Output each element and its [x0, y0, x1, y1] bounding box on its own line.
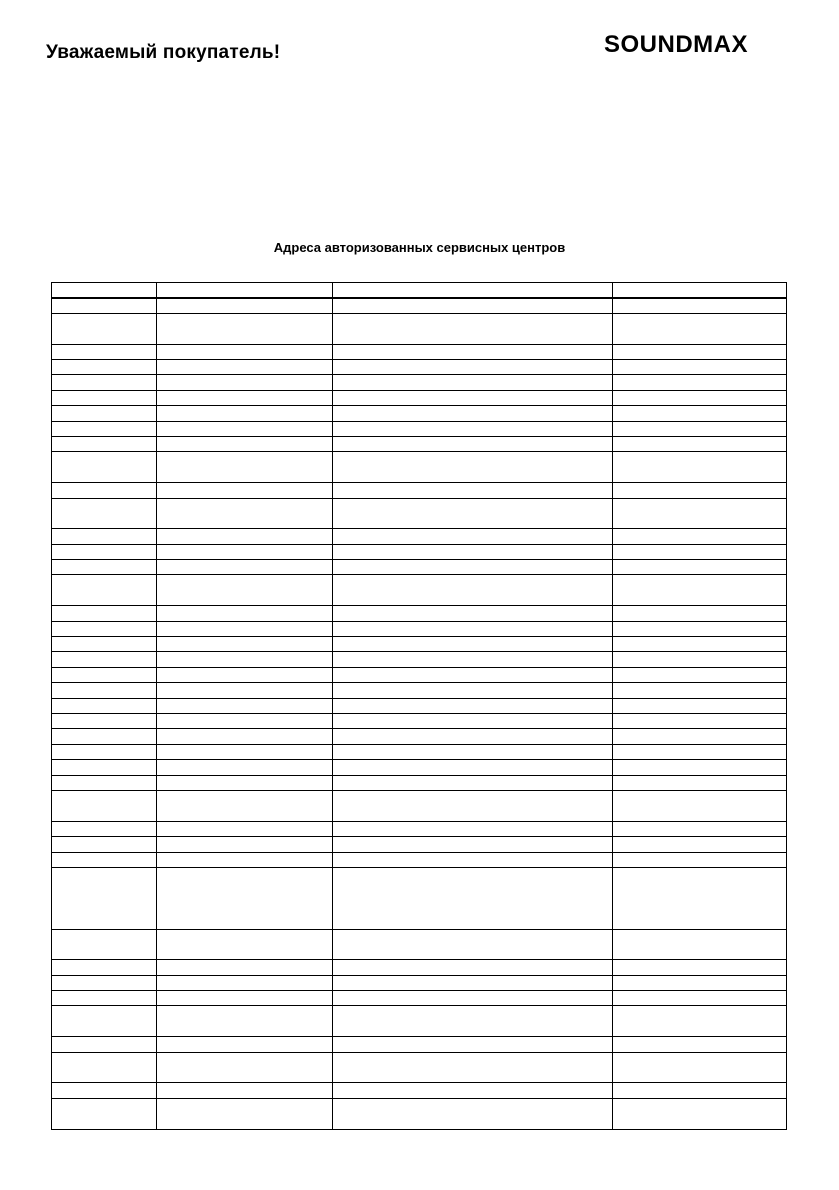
table-cell-city: [52, 729, 157, 744]
table-row: [52, 606, 787, 621]
table-cell-city: [52, 637, 157, 652]
table-cell-city: [52, 991, 157, 1006]
table-cell-phone: [613, 483, 787, 498]
table-cell-phone: [613, 975, 787, 990]
table-cell-organization: [157, 452, 333, 483]
table-cell-address: [333, 529, 613, 544]
table-cell-phone: [613, 452, 787, 483]
table-cell-address: [333, 714, 613, 729]
table-row: [52, 1037, 787, 1052]
table-cell-phone: [613, 775, 787, 790]
table-cell-address: [333, 729, 613, 744]
table-cell-organization: [157, 560, 333, 575]
table-row: [52, 667, 787, 682]
table-cell-phone: [613, 991, 787, 1006]
table-cell-phone: [613, 683, 787, 698]
table-cell-address: [333, 790, 613, 821]
table-cell-phone: [613, 1052, 787, 1083]
table-cell-organization: [157, 714, 333, 729]
table-cell-city: [52, 421, 157, 436]
table-cell-phone: [613, 421, 787, 436]
table-cell-phone: [613, 529, 787, 544]
table-cell-city: [52, 1006, 157, 1037]
table-cell-city: [52, 667, 157, 682]
table-cell-city: [52, 575, 157, 606]
table-cell-city: [52, 606, 157, 621]
table-cell-phone: [613, 929, 787, 960]
table-cell-address: [333, 960, 613, 975]
table-cell-phone: [613, 1098, 787, 1129]
table-cell-address: [333, 652, 613, 667]
table-row: [52, 975, 787, 990]
table-cell-address: [333, 436, 613, 451]
table-cell-address: [333, 975, 613, 990]
table-cell-phone: [613, 960, 787, 975]
table-cell-phone: [613, 867, 787, 929]
table-cell-phone: [613, 436, 787, 451]
table-cell-address: [333, 1006, 613, 1037]
table-cell-city: [52, 760, 157, 775]
table-cell-address: [333, 621, 613, 636]
table-cell-phone: [613, 406, 787, 421]
table-row: [52, 790, 787, 821]
table-row: [52, 1006, 787, 1037]
table-cell-phone: [613, 498, 787, 529]
table-cell-address: [333, 1083, 613, 1098]
table-cell-organization: [157, 406, 333, 421]
table-cell-phone: [613, 621, 787, 636]
table-row: [52, 991, 787, 1006]
table-cell-address: [333, 560, 613, 575]
table-cell-address: [333, 821, 613, 836]
table-cell-organization: [157, 1083, 333, 1098]
table-cell-city: [52, 544, 157, 559]
service-centers-table: [51, 282, 787, 1130]
table-cell-phone: [613, 760, 787, 775]
table-cell-address: [333, 421, 613, 436]
table-cell-phone: [613, 652, 787, 667]
table-cell-city: [52, 298, 157, 313]
table-cell-organization: [157, 606, 333, 621]
table-cell-address: [333, 283, 613, 298]
table-cell-organization: [157, 344, 333, 359]
table-cell-phone: [613, 606, 787, 621]
table-cell-phone: [613, 729, 787, 744]
table-cell-city: [52, 313, 157, 344]
table-cell-phone: [613, 298, 787, 313]
table-cell-organization: [157, 529, 333, 544]
table-row: [52, 390, 787, 405]
table-row: [52, 575, 787, 606]
table-cell-organization: [157, 652, 333, 667]
table-cell-organization: [157, 837, 333, 852]
table-cell-phone: [613, 714, 787, 729]
table-row: [52, 483, 787, 498]
table-cell-phone: [613, 790, 787, 821]
table-row: [52, 436, 787, 451]
table-cell-organization: [157, 683, 333, 698]
table-row: [52, 544, 787, 559]
table-cell-organization: [157, 298, 333, 313]
table-cell-city: [52, 483, 157, 498]
table-row: [52, 1052, 787, 1083]
table-cell-organization: [157, 1098, 333, 1129]
table-cell-phone: [613, 1006, 787, 1037]
table-cell-address: [333, 760, 613, 775]
table-cell-phone: [613, 344, 787, 359]
table-cell-organization: [157, 483, 333, 498]
table-row: [52, 683, 787, 698]
table-cell-city: [52, 283, 157, 298]
table-cell-address: [333, 1052, 613, 1083]
table-cell-city: [52, 344, 157, 359]
table-cell-organization: [157, 760, 333, 775]
table-cell-organization: [157, 1037, 333, 1052]
table-cell-organization: [157, 852, 333, 867]
table-cell-organization: [157, 960, 333, 975]
table-cell-organization: [157, 313, 333, 344]
table-row: [52, 652, 787, 667]
table-cell-city: [52, 960, 157, 975]
table-cell-address: [333, 483, 613, 498]
table-cell-city: [52, 1098, 157, 1129]
table-cell-phone: [613, 852, 787, 867]
table-cell-city: [52, 975, 157, 990]
table-cell-organization: [157, 729, 333, 744]
table-cell-organization: [157, 498, 333, 529]
table-row: [52, 298, 787, 313]
table-cell-address: [333, 313, 613, 344]
table-cell-city: [52, 683, 157, 698]
table-cell-phone: [613, 744, 787, 759]
table-cell-organization: [157, 283, 333, 298]
table-cell-city: [52, 852, 157, 867]
table-cell-organization: [157, 1006, 333, 1037]
table-cell-city: [52, 1083, 157, 1098]
table-cell-address: [333, 775, 613, 790]
table-cell-organization: [157, 1052, 333, 1083]
table-cell-phone: [613, 667, 787, 682]
table-row: [52, 621, 787, 636]
table-cell-city: [52, 867, 157, 929]
table-row: [52, 775, 787, 790]
table-row: [52, 821, 787, 836]
table-cell-phone: [613, 283, 787, 298]
table-cell-address: [333, 575, 613, 606]
table-cell-city: [52, 436, 157, 451]
table-row: [52, 560, 787, 575]
table-cell-city: [52, 375, 157, 390]
table-cell-city: [52, 775, 157, 790]
table-cell-organization: [157, 375, 333, 390]
table-cell-address: [333, 852, 613, 867]
table-cell-phone: [613, 1083, 787, 1098]
table-cell-city: [52, 790, 157, 821]
table-cell-address: [333, 498, 613, 529]
table-cell-phone: [613, 375, 787, 390]
table-cell-phone: [613, 560, 787, 575]
table-cell-city: [52, 406, 157, 421]
table-cell-address: [333, 452, 613, 483]
table-cell-organization: [157, 621, 333, 636]
table-cell-phone: [613, 837, 787, 852]
table-row: [52, 498, 787, 529]
table-cell-organization: [157, 975, 333, 990]
table-row: [52, 744, 787, 759]
table-cell-city: [52, 929, 157, 960]
greeting-heading: Уважаемый покупатель!: [46, 42, 281, 63]
table-cell-phone: [613, 1037, 787, 1052]
table-cell-organization: [157, 544, 333, 559]
table-cell-address: [333, 375, 613, 390]
table-cell-address: [333, 406, 613, 421]
table-cell-city: [52, 390, 157, 405]
table-row: [52, 729, 787, 744]
table-cell-city: [52, 837, 157, 852]
table-cell-phone: [613, 821, 787, 836]
table-cell-city: [52, 498, 157, 529]
table-row: [52, 960, 787, 975]
table-cell-organization: [157, 575, 333, 606]
table-row: [52, 929, 787, 960]
table-row: [52, 714, 787, 729]
table-row: [52, 421, 787, 436]
service-centers-title: Адреса авторизованных сервисных центров: [273, 240, 566, 255]
table-row: [52, 1098, 787, 1129]
table-cell-address: [333, 344, 613, 359]
table-cell-city: [52, 1037, 157, 1052]
table-cell-phone: [613, 575, 787, 606]
table-row: [52, 637, 787, 652]
table-row: [52, 313, 787, 344]
table-cell-address: [333, 698, 613, 713]
table-cell-address: [333, 929, 613, 960]
table-cell-city: [52, 698, 157, 713]
table-cell-organization: [157, 867, 333, 929]
table-cell-address: [333, 1037, 613, 1052]
table-cell-address: [333, 837, 613, 852]
table-cell-address: [333, 683, 613, 698]
table-cell-city: [52, 1052, 157, 1083]
table-cell-organization: [157, 698, 333, 713]
table-row: [52, 1083, 787, 1098]
table-cell-phone: [613, 544, 787, 559]
brand-logo: SOUNDMAX: [604, 31, 749, 58]
table-cell-phone: [613, 390, 787, 405]
table-cell-address: [333, 544, 613, 559]
table-cell-address: [333, 991, 613, 1006]
table-cell-organization: [157, 359, 333, 374]
table-cell-address: [333, 606, 613, 621]
table-row: [52, 344, 787, 359]
table-cell-organization: [157, 637, 333, 652]
table-cell-address: [333, 390, 613, 405]
table-cell-city: [52, 744, 157, 759]
table-cell-organization: [157, 790, 333, 821]
table-cell-address: [333, 1098, 613, 1129]
table-cell-address: [333, 667, 613, 682]
table-cell-address: [333, 359, 613, 374]
table-cell-organization: [157, 929, 333, 960]
table-row: [52, 359, 787, 374]
table-cell-city: [52, 821, 157, 836]
table-cell-phone: [613, 313, 787, 344]
table-row: [52, 760, 787, 775]
table-cell-address: [333, 637, 613, 652]
table-cell-organization: [157, 436, 333, 451]
table-cell-organization: [157, 667, 333, 682]
service-centers-table-body: [52, 283, 787, 1130]
table-cell-city: [52, 652, 157, 667]
table-cell-organization: [157, 390, 333, 405]
table-row: [52, 852, 787, 867]
table-row: [52, 867, 787, 929]
table-cell-organization: [157, 991, 333, 1006]
table-cell-phone: [613, 359, 787, 374]
table-cell-address: [333, 298, 613, 313]
table-cell-organization: [157, 775, 333, 790]
table-cell-phone: [613, 637, 787, 652]
table-row: [52, 375, 787, 390]
table-row: [52, 698, 787, 713]
table-cell-city: [52, 452, 157, 483]
table-cell-phone: [613, 698, 787, 713]
table-cell-city: [52, 621, 157, 636]
table-row: [52, 837, 787, 852]
table-cell-organization: [157, 744, 333, 759]
table-cell-city: [52, 714, 157, 729]
table-cell-city: [52, 359, 157, 374]
table-row: [52, 529, 787, 544]
table-cell-city: [52, 560, 157, 575]
table-cell-organization: [157, 421, 333, 436]
table-cell-address: [333, 867, 613, 929]
table-cell-city: [52, 529, 157, 544]
table-cell-organization: [157, 821, 333, 836]
table-row: [52, 406, 787, 421]
table-cell-address: [333, 744, 613, 759]
table-row: [52, 452, 787, 483]
table-row: [52, 283, 787, 298]
